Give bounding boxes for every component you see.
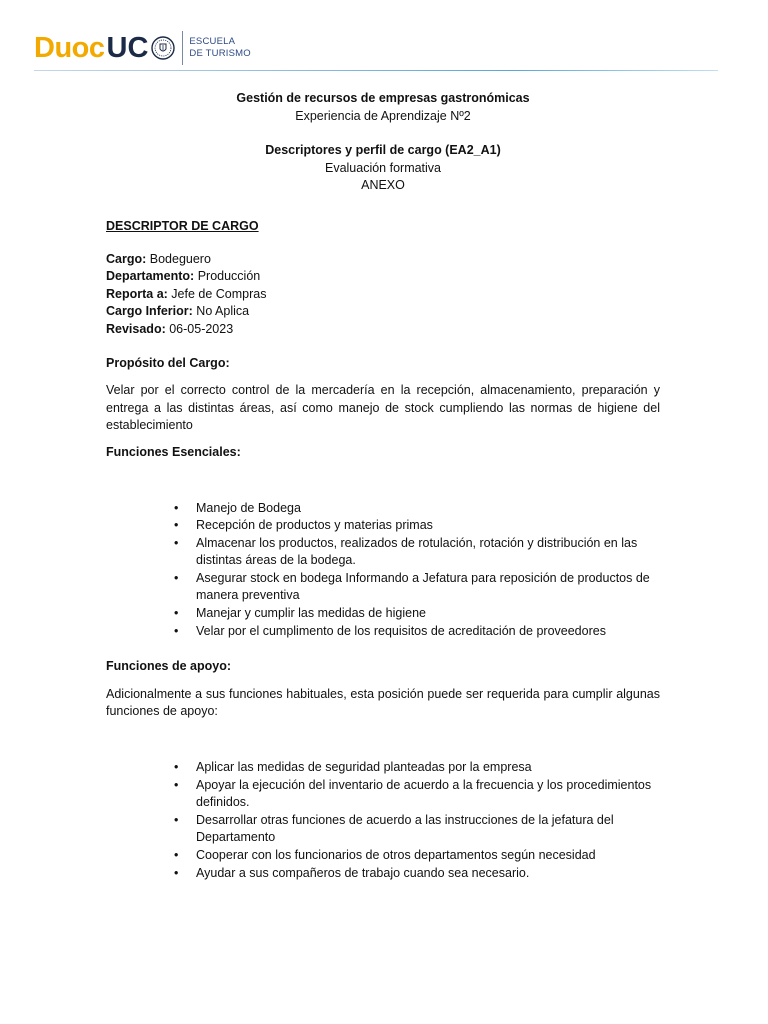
list-item xyxy=(106,535,660,570)
list-item-text: Apoyar la ejecución del inventario de acuerdo a la frecuencia y los procedimientos definidos. xyxy=(196,777,652,810)
list-item xyxy=(106,500,660,518)
field-value: 06-05-2023 xyxy=(165,321,234,336)
list-item xyxy=(106,605,660,623)
list-item-text: Cooperar con los funcionarios de otros departamentos según necesidad xyxy=(196,848,596,862)
list-item-text: Almacenar los productos, realizados de rotulación, rotación y distribución en las distintas áreas de la bodega. xyxy=(196,535,638,568)
school-line-1: ESCUELA xyxy=(189,36,236,47)
doc-title: Gestión de recursos de empresas gastronómicas xyxy=(236,91,530,105)
bullet-icon: • xyxy=(174,812,179,827)
bullet-icon: • xyxy=(174,865,179,880)
field-value: Bodeguero xyxy=(146,251,211,266)
header-rule xyxy=(34,70,718,71)
school-line-2: DE TURISMO xyxy=(189,48,251,59)
list-item-text: Aplicar las medidas de seguridad planteadas por la empresa xyxy=(196,760,532,775)
doc-subtitle: Experiencia de Aprendizaje Nº2 xyxy=(295,108,471,123)
field-revisado xyxy=(106,321,660,339)
bullet-icon: • xyxy=(174,606,179,621)
field-value: Jefe de Compras xyxy=(167,286,267,301)
bullet-icon: • xyxy=(174,570,179,585)
list-item-text: Desarrollar otras funciones de acuerdo a las instrucciones de la jefatura del Departamento xyxy=(196,812,614,845)
support-intro: Adicionalmente a sus funciones habituales, esta posición puede ser requerida para cumplir algunas funciones de apoyo: xyxy=(106,686,660,719)
field-value: No Aplica xyxy=(192,304,250,319)
list-item-text: Manejar y cumplir las medidas de higiene xyxy=(196,606,426,621)
field-label: Cargo: xyxy=(106,251,147,266)
bullet-icon: • xyxy=(174,848,179,862)
list-item xyxy=(106,623,660,641)
purpose-heading: Propósito del Cargo: xyxy=(106,355,230,370)
bullet-icon: • xyxy=(174,623,179,638)
field-value: Producción xyxy=(194,269,261,284)
section-title: Descriptores y perfil de cargo (EA2_A1) xyxy=(265,143,501,158)
essential-heading: Funciones Esenciales: xyxy=(106,444,241,459)
page-header xyxy=(34,28,251,68)
list-item xyxy=(106,517,660,535)
list-item-text: Manejo de Bodega xyxy=(196,500,301,515)
school-name xyxy=(189,36,250,60)
list-item xyxy=(106,865,660,883)
field-label: Revisado: xyxy=(106,321,166,336)
evaluation-type: Evaluación formativa xyxy=(324,160,442,175)
list-item xyxy=(106,777,660,812)
field-label: Reporta a: xyxy=(106,286,168,301)
list-item xyxy=(106,812,660,847)
list-item xyxy=(106,847,660,865)
logo-uc-text: UC xyxy=(106,31,149,64)
bullet-icon: • xyxy=(174,777,179,792)
field-cargo-inferior xyxy=(106,303,660,321)
descriptor-heading: DESCRIPTOR DE CARGO xyxy=(106,218,259,233)
bullet-icon: • xyxy=(174,518,179,533)
list-item-text: Velar por el cumplimento de los requisitos de acreditación de proveedores xyxy=(196,623,606,638)
purpose-text: Velar por el correcto control de la mercadería en la recepción, almacenamiento, preparación y entrega a las distintas áreas, así como manejo de stock cumpliendo las normas de higiene del establecimiento xyxy=(106,383,660,433)
logo-divider xyxy=(182,31,183,65)
field-departamento xyxy=(106,268,660,286)
field-reporta xyxy=(106,286,660,304)
document-body xyxy=(106,90,660,882)
essential-functions-list xyxy=(106,500,660,641)
annex-label: ANEXO xyxy=(361,178,405,193)
bullet-icon: • xyxy=(174,760,179,775)
field-cargo xyxy=(106,251,660,269)
logo-duoc-text: Duoc xyxy=(34,31,105,64)
university-seal-icon xyxy=(151,36,175,60)
bullet-icon: • xyxy=(174,500,179,515)
list-item-text: Ayudar a sus compañeros de trabajo cuando sea necesario. xyxy=(196,865,530,880)
bullet-icon: • xyxy=(174,535,179,550)
field-label: Departamento: xyxy=(106,269,195,284)
support-functions-list xyxy=(106,759,660,882)
list-item xyxy=(106,759,660,777)
support-heading: Funciones de apoyo: xyxy=(106,659,232,674)
list-item xyxy=(106,570,660,605)
list-item-text: Asegurar stock en bodega Informando a Jefatura para reposición de productos de manera preventiva xyxy=(196,570,650,603)
list-item-text: Recepción de productos y materias primas xyxy=(196,518,433,533)
field-label: Cargo Inferior: xyxy=(106,304,193,319)
